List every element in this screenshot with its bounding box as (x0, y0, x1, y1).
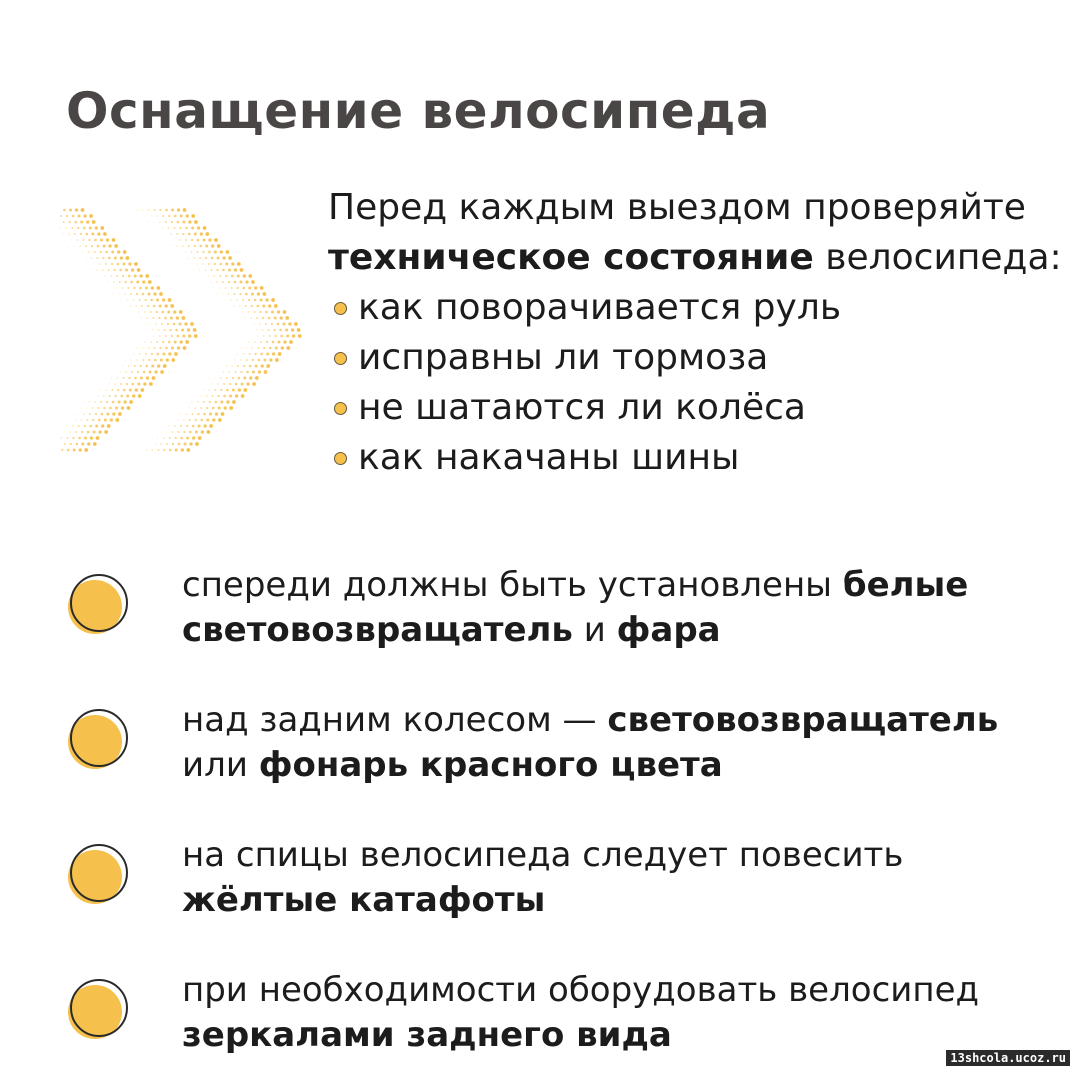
check-item: исправны ли тормоза (328, 333, 1078, 383)
check-list (328, 283, 1078, 483)
requirement-item (66, 968, 1066, 1068)
yellow-dot-icon (334, 352, 347, 365)
requirement-text: при необходимости оборудовать велосипед зеркалами заднего вида (182, 970, 980, 1055)
yellow-dot-icon (334, 452, 347, 465)
check-item: не шатаются ли колёса (328, 383, 1078, 433)
yellow-circle-icon (66, 978, 130, 1042)
watermark: 13shcola.ucoz.ru (946, 1050, 1070, 1066)
intro-block (328, 183, 1078, 483)
requirement-text: на спицы велосипеда следует повесить жёлтые катафоты (182, 835, 904, 920)
requirement-item (66, 833, 1066, 933)
intro-rest: велосипеда: (813, 237, 1062, 278)
requirement-item (66, 698, 1066, 798)
yellow-circle-icon (66, 573, 130, 637)
requirement-item (66, 563, 1066, 663)
page-title: Оснащение велосипеда (66, 82, 771, 140)
double-chevron-dots-icon (60, 205, 310, 460)
intro-line-1: Перед каждым выездом проверяйте (328, 187, 1026, 228)
intro-line-2 (328, 233, 1078, 283)
yellow-circle-icon (66, 708, 130, 772)
intro-bold: техническое состояние (328, 237, 814, 278)
yellow-circle-icon (66, 843, 130, 907)
check-item: как накачаны шины (328, 433, 1078, 483)
yellow-dot-icon (334, 302, 347, 315)
check-item: как поворачивается руль (328, 283, 1078, 333)
requirement-text: над задним колесом — световозвращатель или фонарь красного цвета (182, 700, 999, 785)
requirement-text: спереди должны быть установлены белые световозвращатель и фара (182, 565, 969, 650)
yellow-dot-icon (334, 402, 347, 415)
